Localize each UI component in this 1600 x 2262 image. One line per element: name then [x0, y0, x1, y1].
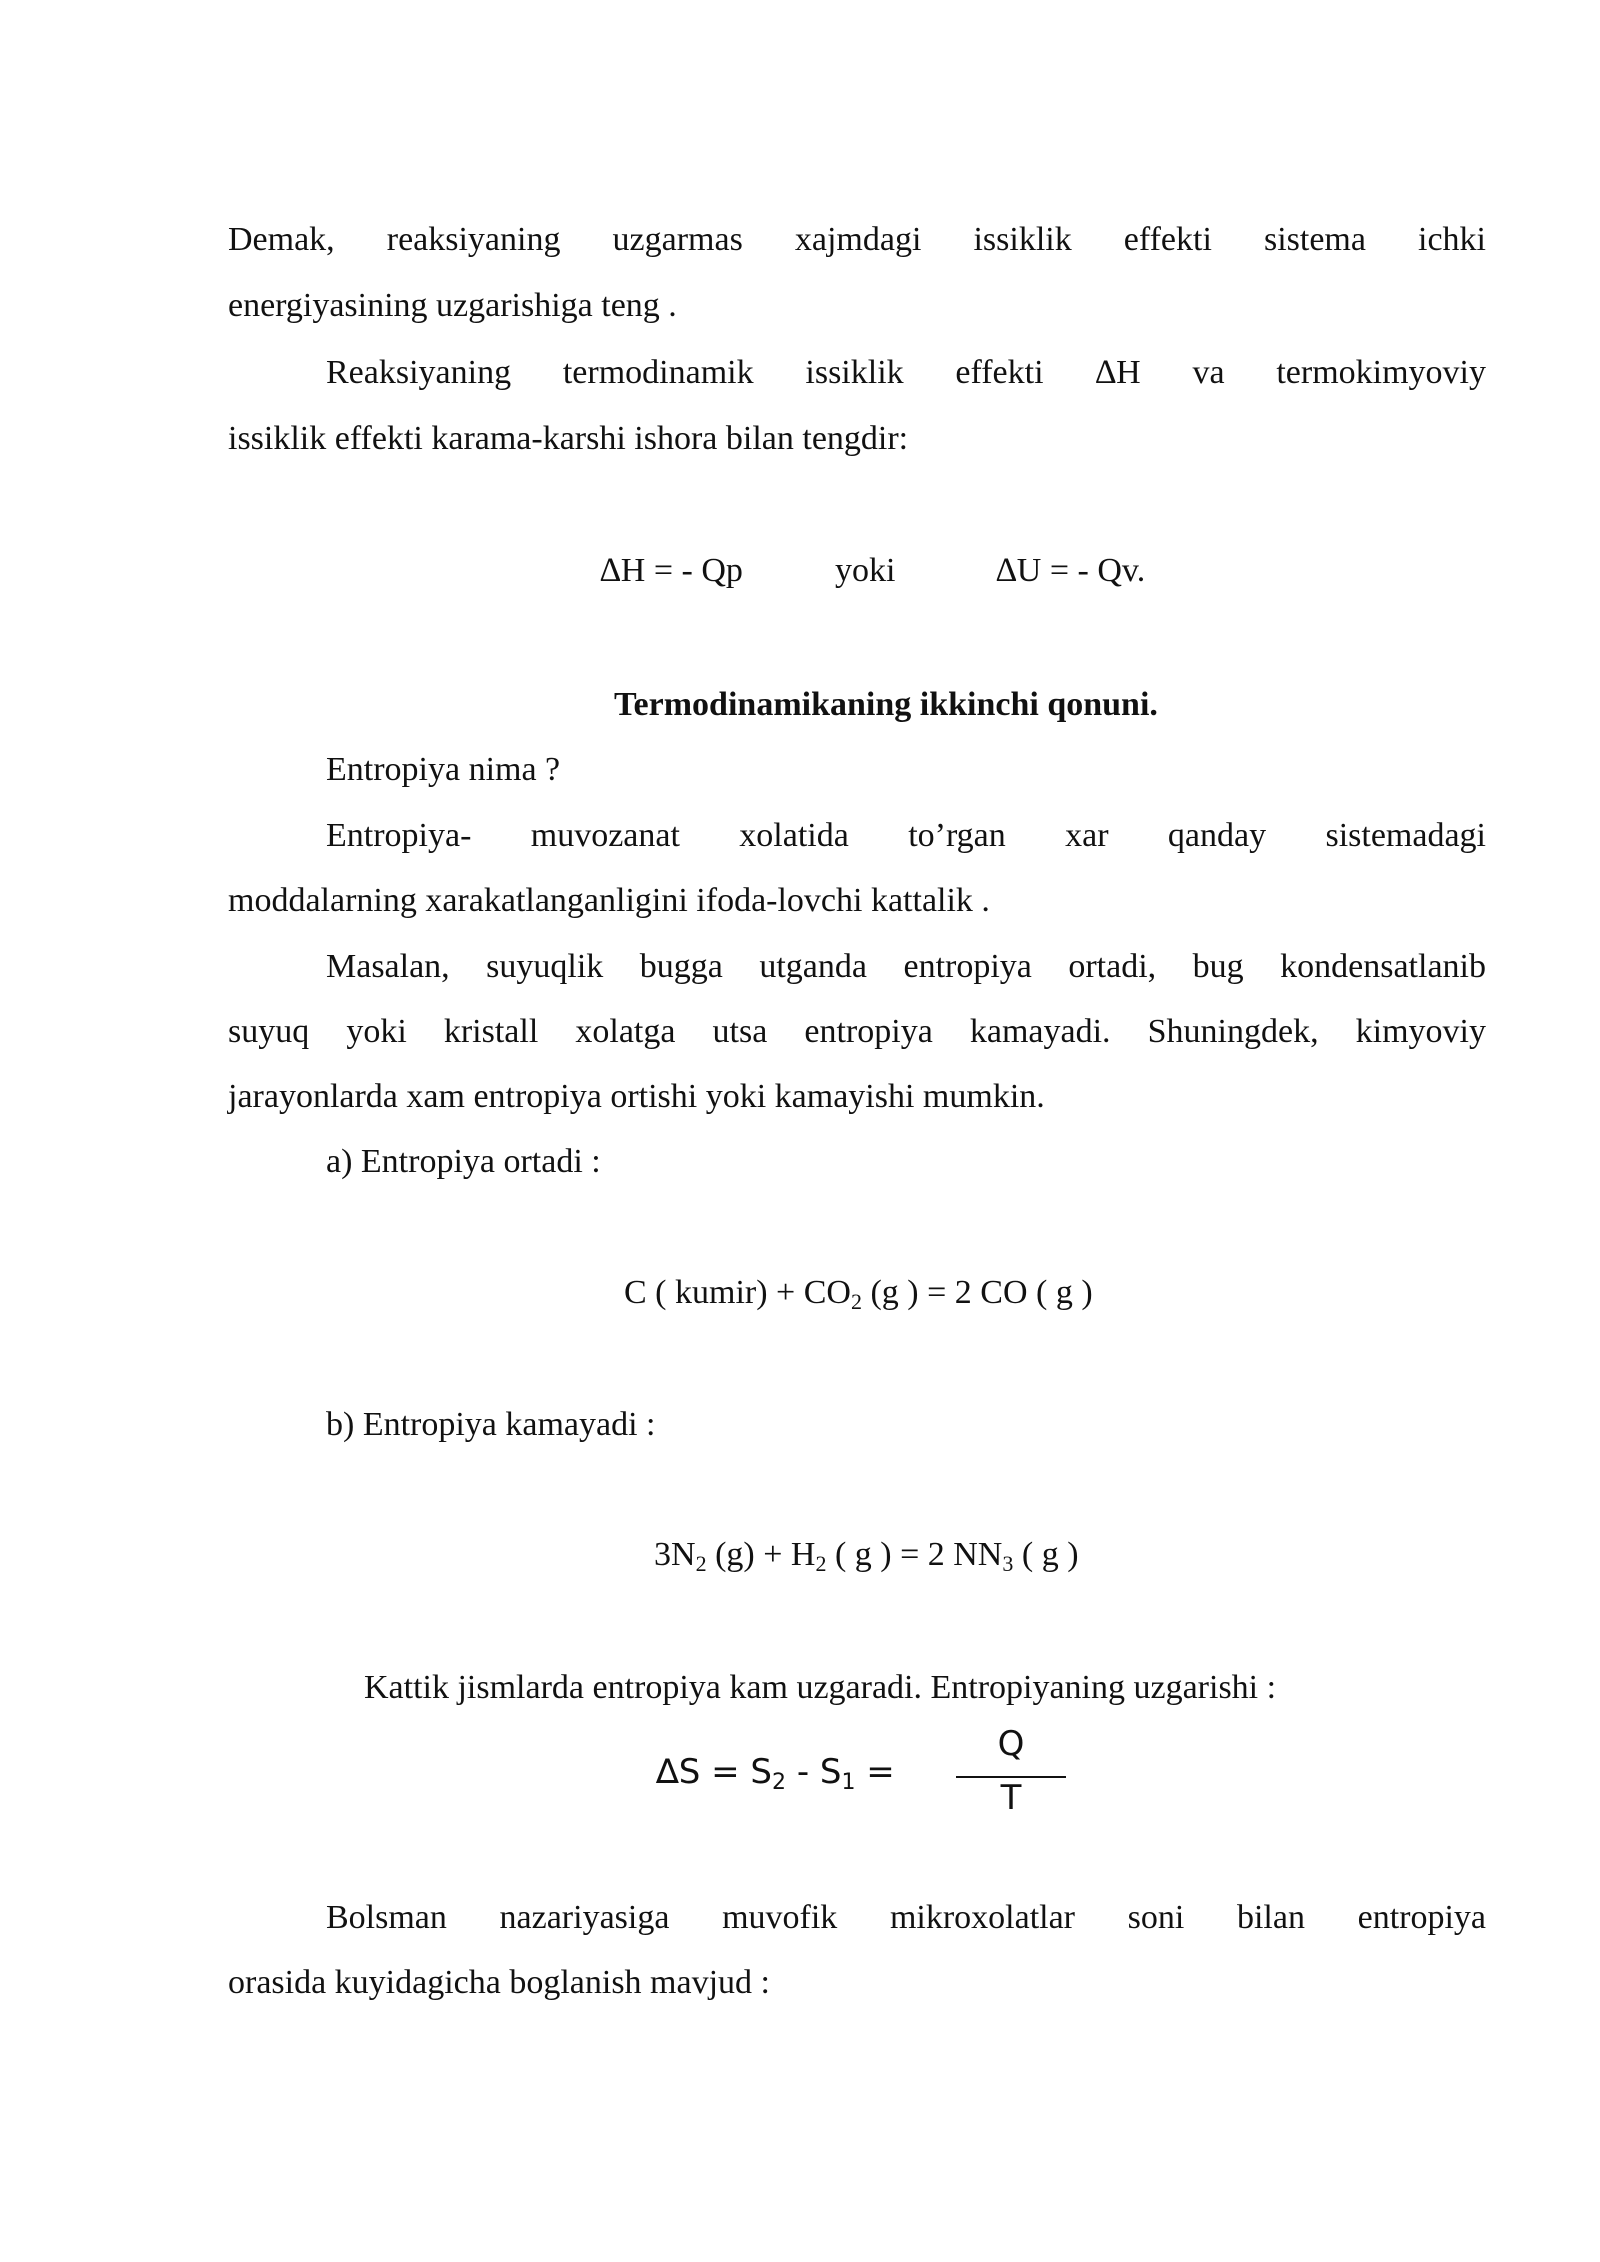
reaction-b-part-2: (g) + H	[706, 1536, 816, 1573]
paragraph-3-line-1: Entropiya- muvozanat xolatida to’rgan xar qanday sistemadagi	[326, 817, 1486, 854]
reaction-a-part-1: C ( kumir) + CO	[624, 1274, 851, 1311]
paragraph-3-line-2: moddalarning xarakatlanganligini ifoda-lovchi kattalik .	[228, 882, 990, 919]
reaction-a-part-2: (g ) = 2 CO ( g )	[861, 1274, 1093, 1311]
reaction-b-subscript-2: 2	[815, 1551, 827, 1576]
paragraph-4-line-1: Masalan, suyuqlik bugga utganda entropiya ortadi, bug kondensatlanib	[326, 948, 1486, 985]
paragraph-1-line-1: Demak, reaksiyaning uzgarmas xajmdagi issiklik effekti sistema ichki	[228, 221, 1486, 258]
paragraph-6-line-1: Bolsman nazariyasiga muvofik mikroxolatlar soni bilan entropiya	[326, 1899, 1486, 1936]
paragraph-5: Kattik jismlarda entropiya kam uzgaradi. Entropiyaning uzgarishi :	[364, 1669, 1277, 1706]
reaction-b	[654, 1522, 1079, 1588]
entropy-lhs: ∆S = S	[656, 1752, 773, 1792]
case-b-label: b) Entropiya kamayadi :	[326, 1406, 656, 1443]
entropy-formula	[656, 1724, 1076, 1818]
paragraph-2-line-2: issiklik effekti karama-karshi ishora bilan tengdir:	[228, 420, 909, 457]
entropy-minus: - S	[786, 1752, 842, 1792]
reaction-b-subscript-3: 3	[1002, 1551, 1014, 1576]
reaction-a	[624, 1260, 1093, 1326]
fraction-denominator: T	[1000, 1778, 1022, 1818]
equation-connector: yoki	[835, 552, 896, 589]
reaction-a-subscript: 2	[850, 1289, 862, 1314]
equation-enthalpy: ∆H = - Qp	[600, 552, 743, 589]
reaction-b-part-3: ( g ) = 2 NN	[826, 1536, 1003, 1573]
reaction-b-subscript-1: 2	[695, 1551, 707, 1576]
paragraph-4-line-2: suyuq yoki kristall xolatga utsa entropiya kamayadi. Shuningdek, kimyoviy	[228, 1013, 1486, 1050]
question-line: Entropiya nima ?	[326, 751, 561, 788]
section-heading: Termodinamikaning ikkinchi qonuni.	[614, 686, 1158, 723]
equation-internal-energy: ∆U = - Qv.	[996, 552, 1146, 589]
case-a-label: a) Entropiya ortadi :	[326, 1143, 601, 1180]
reaction-b-part-1: 3N	[654, 1536, 696, 1573]
paragraph-4-line-3: jarayonlarda xam entropiya ortishi yoki kamayishi mumkin.	[228, 1078, 1045, 1115]
entropy-equals: =	[855, 1752, 895, 1792]
reaction-b-part-4: ( g )	[1013, 1536, 1079, 1573]
entropy-sub-1: 1	[841, 1770, 856, 1795]
paragraph-1-line-2: energiyasining uzgarishiga teng .	[228, 287, 677, 324]
fraction-numerator: Q	[997, 1724, 1025, 1764]
paragraph-6-line-2: orasida kuyidagicha boglanish mavjud :	[228, 1964, 770, 2001]
paragraph-2-line-1: Reaksiyaning termodinamik issiklik effekti ∆H va termokimyoviy	[326, 354, 1486, 391]
entropy-sub-2: 2	[772, 1770, 787, 1795]
